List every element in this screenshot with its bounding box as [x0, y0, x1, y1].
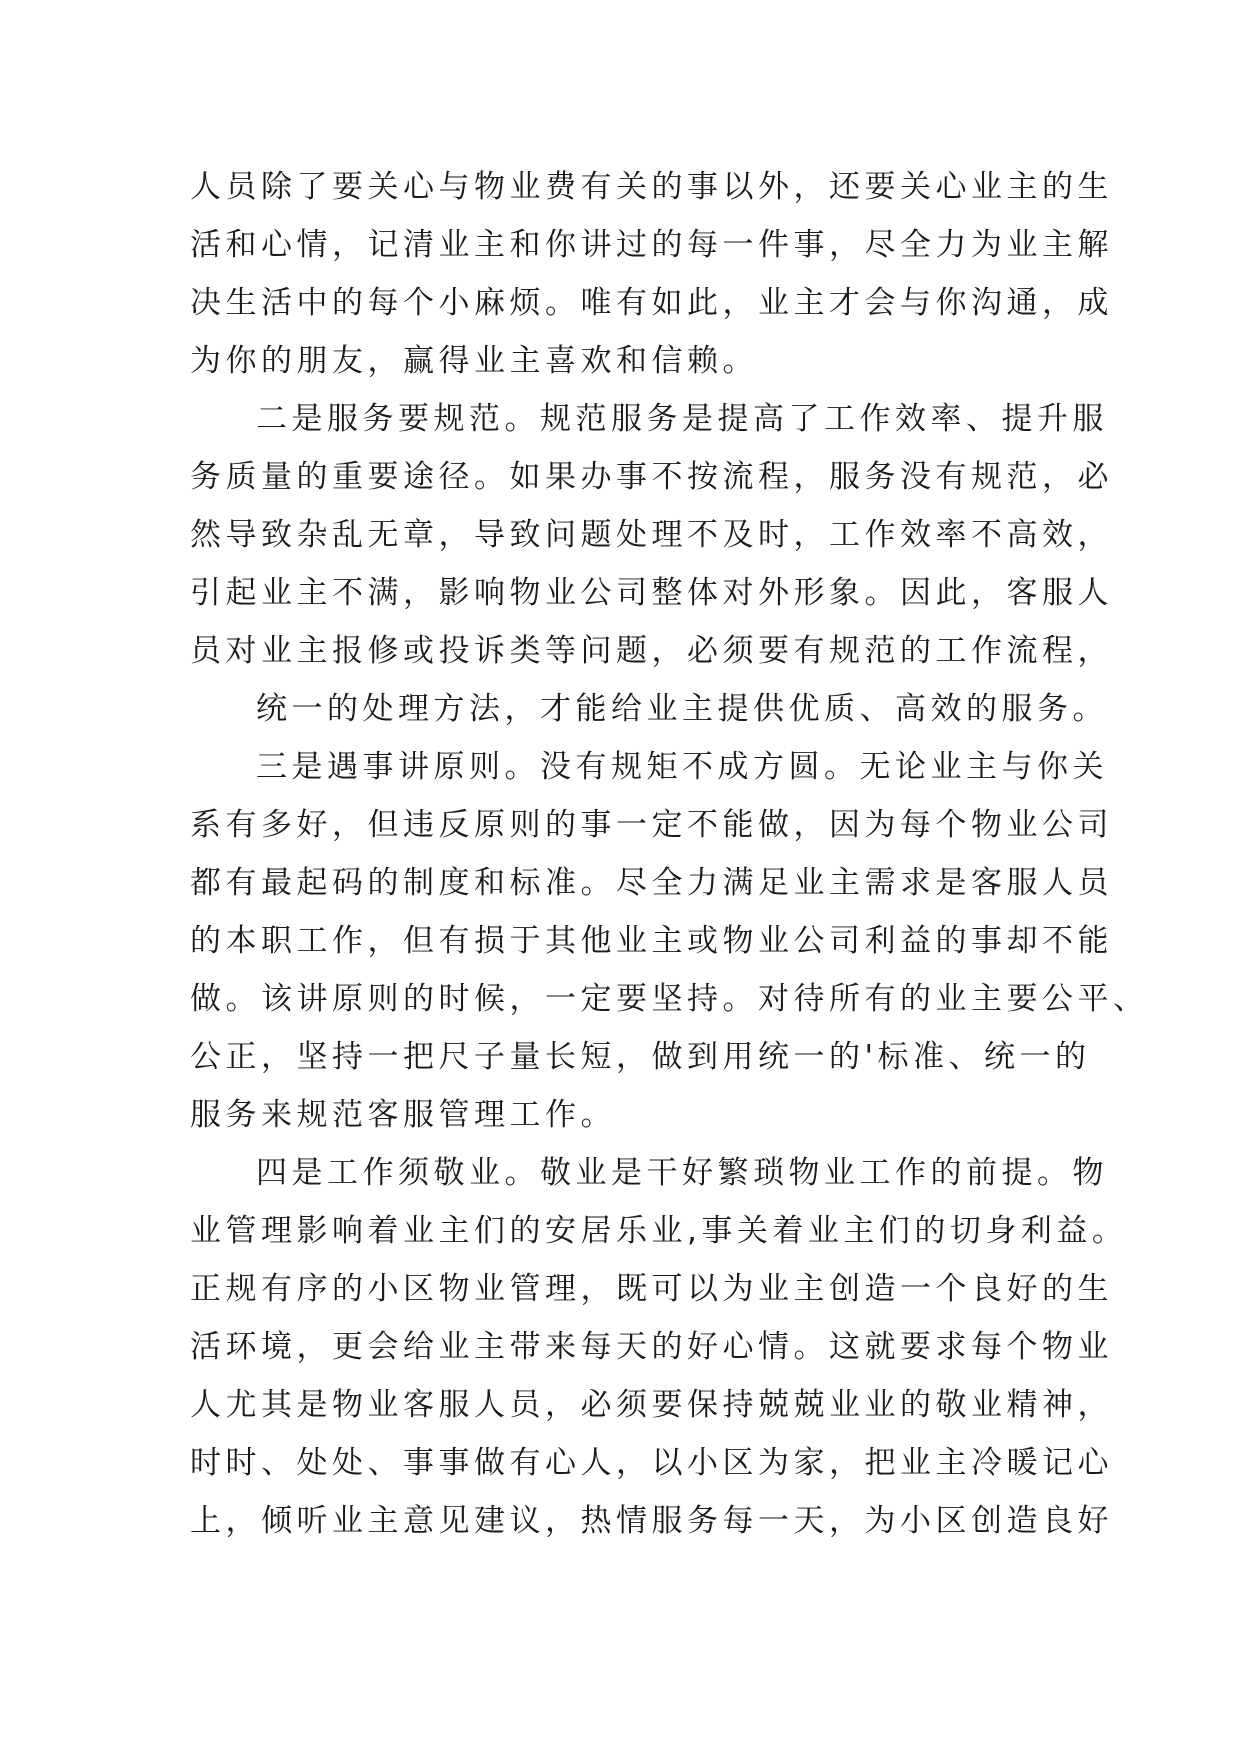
text-line: 上，倾听业主意见建议，热情服务每一天，为小区创造良好: [190, 1503, 1113, 1539]
text-line: 三是遇事讲原则。没有规矩不成方圆。无论业主与你关: [256, 749, 1108, 785]
text-line: 正规有序的小区物业管理，既可以为业主创造一个良好的生: [190, 1271, 1113, 1307]
text-line: 人员除了要关心与物业费有关的事以外，还要关心业主的生: [190, 169, 1113, 205]
body-text: [190, 158, 1149, 1550]
text-line: 时时、处处、事事做有心人，以小区为家，把业主冷暖记心: [190, 1445, 1113, 1481]
text-line: 四是工作须敬业。敬业是干好繁琐物业工作的前提。物: [256, 1155, 1108, 1191]
text-line: 统一的处理方法，才能给业主提供优质、高效的服务。: [256, 691, 1108, 727]
text-line: 活和心情，记清业主和你讲过的每一件事，尽全力为业主解: [190, 227, 1113, 263]
text-line: 做。该讲原则的时候，一定要坚持。对待所有的业主要公平、: [190, 981, 1149, 1017]
text-line: 二是服务要规范。规范服务是提高了工作效率、提升服: [256, 401, 1108, 437]
text-line: 业管理影响着业主们的安居乐业,事关着业主们的切身利益。: [190, 1213, 1128, 1249]
text-line: 为你的朋友，赢得业主喜欢和信赖。: [190, 343, 758, 379]
text-line: 引起业主不满，影响物业公司整体对外形象。因此，客服人: [190, 575, 1113, 611]
text-line: 人尤其是物业客服人员，必须要保持兢兢业业的敬业精神，: [190, 1387, 1113, 1423]
text-line: 然导致杂乱无章，导致问题处理不及时，工作效率不高效，: [190, 517, 1113, 553]
text-line: 的本职工作，但有损于其他业主或物业公司利益的事却不能: [190, 923, 1113, 959]
text-line: 务质量的重要途径。如果办事不按流程，服务没有规范，必: [190, 459, 1113, 495]
text-line: 都有最起码的制度和标准。尽全力满足业主需求是客服人员: [190, 865, 1113, 901]
text-line: 活环境，更会给业主带来每天的好心情。这就要求每个物业: [190, 1329, 1113, 1365]
text-line: 公正，坚持一把尺子量长短，做到用统一的'标准、统一的: [190, 1039, 1091, 1075]
text-line: 员对业主报修或投诉类等问题，必须要有规范的工作流程，: [190, 633, 1113, 669]
text-line: 服务来规范客服管理工作。: [190, 1097, 616, 1133]
text-line: 决生活中的每个小麻烦。唯有如此，业主才会与你沟通，成: [190, 285, 1113, 321]
text-line: 系有多好，但违反原则的事一定不能做，因为每个物业公司: [190, 807, 1113, 843]
